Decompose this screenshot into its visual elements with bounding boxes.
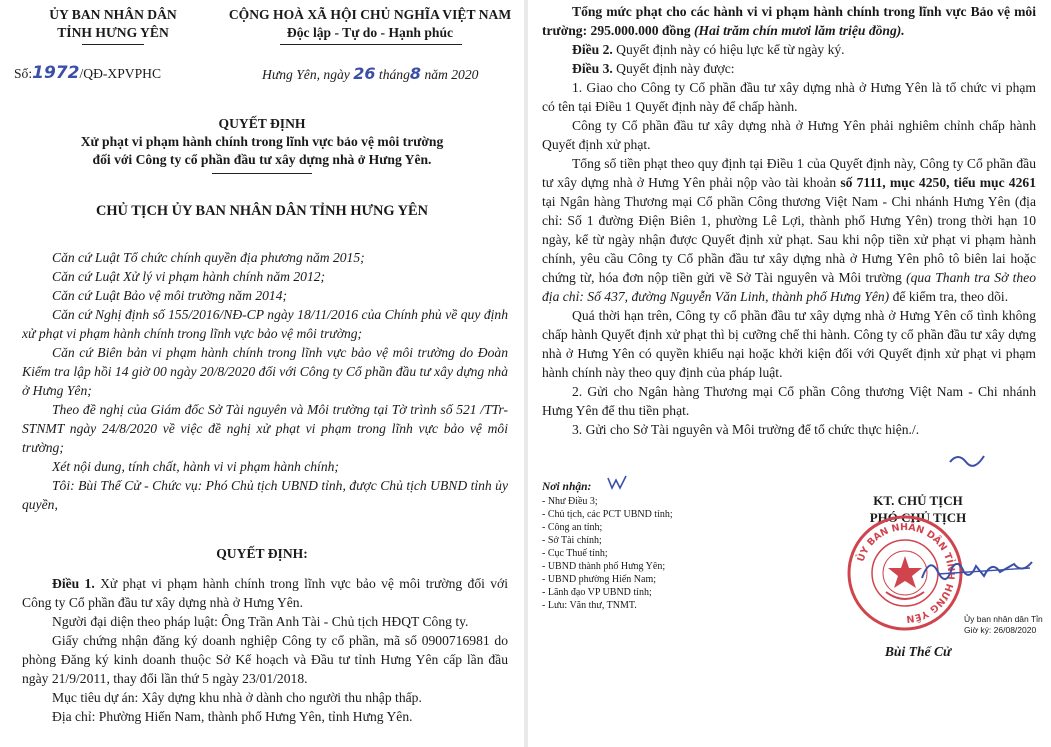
article-1 [22,574,508,726]
article-2-label: Điều 2. [572,42,613,57]
org-underline [82,44,144,45]
recipient-item: - Lãnh đạo VP UBND tỉnh; [542,587,652,598]
article-3 [542,59,1036,78]
basis-item: Căn cứ Luật Xử lý vi phạm hành chính năm 2012; [52,269,326,284]
article-1-purpose: Mục tiêu dự án: Xây dựng khu nhà ở dành cho người thu nhập thấp. [52,690,422,705]
basis-item: Căn cứ Luật Tổ chức chính quyền địa phương năm 2015; [52,250,365,265]
basis-item: Căn cứ Nghị định số 155/2016/NĐ-CP ngày 18/11/2016 của Chính phủ về quy định xử phạt vi phạm hành chính trong lĩnh vực bảo vệ môi trường; [22,307,508,341]
handwritten-signature-icon [918,552,1038,588]
date-year: năm 2020 [424,67,479,82]
article-3-enforcement: Quá thời hạn trên, Công ty cổ phần đầu tư xây dựng nhà ở Hưng Yên cố tình không chấp hành Quyết định xử phạt thì bị cưỡng chế thi hành. Công ty cổ phần đầu tư xây dựng nhà ở Hưng Yên có quyền khiếu nại hoặc khởi kiện đối với Quyết định xử phạt vi phạm hành chính này theo quy định của pháp luật. [542,308,1036,380]
basis-item: Tôi: Bùi Thế Cử - Chức vụ: Phó Chủ tịch UBND tỉnh, được Chủ tịch UBND tỉnh ủy quyền, [22,478,508,512]
number-handwritten: 1972 [32,63,80,83]
decision-title-block [0,115,524,169]
basis-item: Theo đề nghị của Giám đốc Sở Tài nguyên và Môi trường tại Tờ trình số 521 /TTr-STNMT ngày 24/8/2020 về việc đề nghị xử phạt vi phạm trong lĩnh vực bảo vệ môi trường; [22,402,508,455]
recipient-item: - Chủ tịch, các PCT UBND tỉnh; [542,509,673,520]
title-underline [212,173,312,174]
total-fine-lead: Tổng mức phạt cho các hành vi vi phạm hành chính trong lĩnh vực Bảo vệ môi trường: 295.000.000 đồng [542,4,1036,38]
national-header [222,6,518,42]
sign-role1: KT. CHỦ TỊCH [873,493,963,508]
decision-heading: QUYẾT ĐỊNH: [216,546,308,561]
recipient-item: - UBND phường Hiến Nam; [542,574,657,585]
article-3-item1: 1. Giao cho Công ty Cổ phần đầu tư xây dựng nhà ở Hưng Yên là tổ chức vi phạm có tên tại Điều 1 Quyết định này để chấp hành. [542,80,1036,114]
total-fine-words: (Hai trăm chín mươi lăm triệu đồng). [694,23,905,38]
payment-lead: Tổng số tiền phạt theo quy định tại Điều 1 của Quyết định này, Công ty Cổ phần đầu tư xây dựng nhà ở Hưng Yên phải nộp vào tài khoản [542,156,1036,190]
initials-mark-icon [606,474,628,492]
recipient-item: - Sở Tài chính; [542,535,602,546]
decision-subject-line2: đối với Công ty cổ phần đầu tư xây dựng nhà ở Hưng Yên. [92,152,432,167]
right-body [542,2,1036,439]
org-line2: TỈNH HƯNG YÊN [57,25,169,40]
payment-details: tại Ngân hàng Thương mại Cổ phần Công thương Việt Nam - Chi nhánh Hưng Yên (địa chỉ: Số 1 đường Điện Biên 1, phường Lê Lợi, thành phố Hưng Yên) trong thời hạn 10 ngày, kể từ ngày nhận được Quyết định xử phạt. Sau khi nộp tiền xử phạt vi phạm hành chính, yêu cầu Công ty Cổ phần đầu tư xây dựng nhà ở Hưng Yên phô tô biên lai hoặc chứng từ, hóa đơn nộp tiền gửi về Sở Tài nguyên và Môi trường [542,194,1036,285]
date-place: Hưng Yên, ngày [262,67,350,82]
recipient-item: - Công an tỉnh; [542,522,603,533]
article-3-payment [542,154,1036,306]
left-page [0,0,524,747]
article-3-item2: 2. Gửi cho Ngân hàng Thương mại Cổ phần Công thương Việt Nam - Chi nhánh Hưng Yên để thu tiền phạt. [542,384,1036,418]
decision-title: QUYẾT ĐỊNH [218,116,306,131]
article-1-intro [22,574,508,612]
date-month-word: tháng [378,67,410,82]
motto-underline [280,44,462,45]
recipient-item: - Lưu: Văn thư, TNMT. [542,600,637,611]
org-line1: ỦY BAN NHÂN DÂN [49,7,177,22]
handwritten-tick-icon [948,450,988,470]
document-date [262,64,478,84]
motto: Độc lập - Tự do - Hạnh phúc [286,25,454,40]
recipients-heading: Nơi nhận: [542,481,592,493]
digital-time: Giờ ký: 26/08/2020 [964,625,1037,635]
issuer-title: CHỦ TỊCH ỦY BAN NHÂN DÂN TỈNH HƯNG YÊN [95,203,429,219]
recipient-item: - Cục Thuế tỉnh; [542,548,608,559]
org-header [18,6,208,42]
number-prefix: Số: [14,66,33,81]
article-1-label: Điều 1. [52,576,95,591]
decision-subject-line1: Xử phạt vi phạm hành chính trong lĩnh vực bảo vệ môi trường [80,134,444,149]
article-1-text: Xử phạt vi phạm hành chính trong lĩnh vực bảo vệ môi trường đối với Công ty Cổ phần đầu tư xây dựng nhà ở Hưng Yên. [22,576,509,610]
recipient-item: - Như Điều 3; [542,496,598,507]
seal-text: ỦY BAN NHÂN DÂN TỈNH HƯNG YÊN [855,521,957,625]
article-3-text: Quyết định này được: [612,61,735,76]
country-name: CỘNG HOÀ XÃ HỘI CHỦ NGHĨA VIỆT NAM [228,7,512,22]
article-3-label: Điều 3. [572,61,613,76]
basis-item: Căn cứ Biên bản vi phạm hành chính trong lĩnh vực bảo vệ môi trường do Đoàn Kiểm tra lập hồi 14 giờ 00 ngày 20/8/2020 đối với Công ty Cổ phần đầu tư xây dựng nhà ở Hưng Yên; [22,345,508,398]
recipient-item: - UBND thành phố Hưng Yên; [542,561,666,572]
article-1-address: Địa chỉ: Phường Hiến Nam, thành phố Hưng Yên, tỉnh Hưng Yên. [52,709,413,724]
article-2 [542,40,1036,59]
date-day: 26 [353,64,376,83]
sign-role2: PHÓ CHỦ TỊCH [869,510,967,525]
legal-bases [22,248,508,514]
basis-item: Căn cứ Luật Bảo vệ môi trường năm 2014; [52,288,288,303]
payment-account: số 7111, mục 4250, tiểu mục 4261 [840,175,1036,190]
basis-item: Xét nội dung, tính chất, hành vi vi phạm hành chính; [52,459,339,474]
number-suffix: /QĐ-XPVPHC [79,66,162,81]
document-number [14,64,161,83]
article-3-item3: 3. Gửi cho Sở Tài nguyên và Môi trường để tổ chức thực hiện./. [572,422,920,437]
date-month: 8 [409,64,422,83]
article-1-license: Giấy chứng nhận đăng ký doanh nghiệp Công ty cổ phần, mã số 0900716981 do phòng Đăng ký kinh doanh thuộc Sở Kế hoạch và Đầu tư tỉnh Hưng Yên cấp lần đầu ngày 21/9/2011, thay đổi lần thứ 5 ngày 23/01/2018. [22,633,508,686]
total-fine [542,2,1036,40]
payment-tail: để kiểm tra, theo dõi. [889,289,1009,304]
article-1-representative: Người đại diện theo pháp luật: Ông Trần Anh Tài - Chủ tịch HĐQT Công ty. [52,614,469,629]
payment-inspector-address: (qua Thanh tra Sở theo địa chỉ: Số 437, đường Nguyễn Văn Linh, thành phố Hưng Yên) [542,270,1036,304]
right-page [528,0,1051,747]
digital-signer: Ủy ban nhân dân Tỉn [964,614,1043,624]
article-3-compliance: Công ty Cổ phần đầu tư xây dựng nhà ở Hưng Yên phải nghiêm chỉnh chấp hành Quyết định xử phạt. [542,118,1036,152]
digital-sign-info [964,614,1051,636]
article-2-text: Quyết định này có hiệu lực kể từ ngày ký. [612,42,845,57]
signer-name: Bùi Thế Cử [884,644,952,659]
recipients [542,480,762,612]
